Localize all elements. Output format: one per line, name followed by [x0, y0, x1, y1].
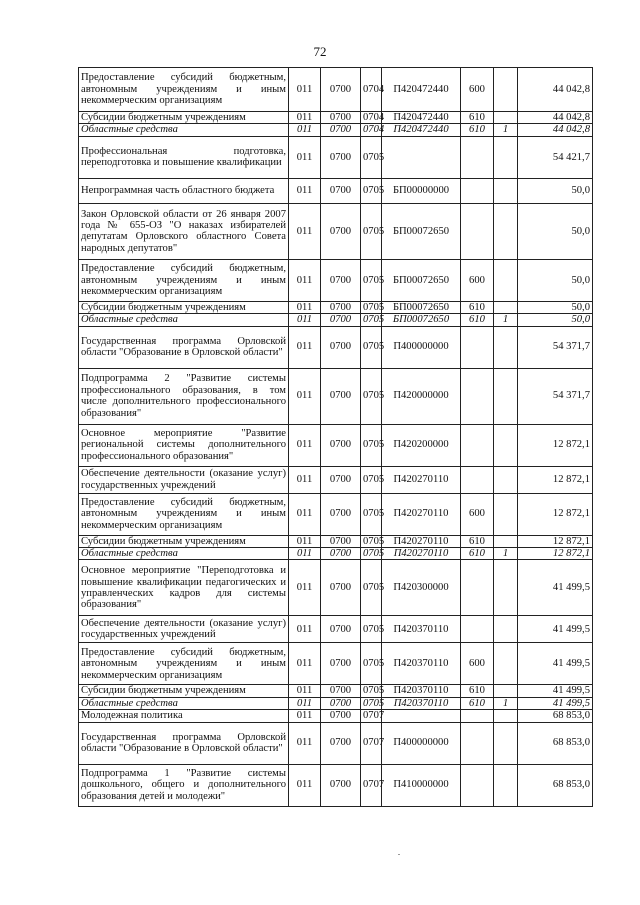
expense-type-code: 610 — [461, 301, 494, 313]
table-row — [79, 368, 593, 424]
admin-code: 011 — [289, 68, 321, 112]
expense-type-code — [461, 764, 494, 806]
table-row — [79, 124, 593, 136]
item-name: Основное мероприятие "Переподготовка и повышение квалификации педагогических и управленческих кадров для системы образования" — [79, 560, 289, 616]
section-code: 0700 — [321, 466, 361, 493]
expense-type-code: 600 — [461, 68, 494, 112]
budget-table-body — [79, 68, 593, 807]
target-article-code: П420300000 — [382, 560, 461, 616]
item-name: Областные средства — [79, 314, 289, 326]
subsection-code: 0705 — [361, 643, 382, 685]
table-row — [79, 68, 593, 112]
item-name: Обеспечение деятельности (оказание услуг) государственных учреждений — [79, 616, 289, 643]
admin-code: 011 — [289, 722, 321, 764]
subsection-code: 0705 — [361, 535, 382, 547]
admin-code: 011 — [289, 112, 321, 124]
target-article-code: П420370110 — [382, 697, 461, 709]
target-article-code: П420370110 — [382, 616, 461, 643]
item-name: Субсидии бюджетным учреждениям — [79, 112, 289, 124]
subsection-code: 0704 — [361, 124, 382, 136]
item-name: Предоставление субсидий бюджетным, автономным учреждениям и иным некоммерческим организациям — [79, 493, 289, 535]
item-name: Областные средства — [79, 548, 289, 560]
expense-type-code: 610 — [461, 548, 494, 560]
target-article-code: П420472440 — [382, 112, 461, 124]
admin-code: 011 — [289, 178, 321, 203]
target-article-code: П420370110 — [382, 643, 461, 685]
target-article-code — [382, 136, 461, 178]
admin-code: 011 — [289, 124, 321, 136]
item-name: Профессиональная подготовка, переподготовка и повышение квалификации — [79, 136, 289, 178]
subsection-code: 0707 — [361, 764, 382, 806]
subsection-code: 0705 — [361, 560, 382, 616]
item-name: Предоставление субсидий бюджетным, автономным учреждениям и иным некоммерческим организациям — [79, 643, 289, 685]
item-name: Субсидии бюджетным учреждениям — [79, 535, 289, 547]
admin-code: 011 — [289, 643, 321, 685]
admin-code: 011 — [289, 259, 321, 301]
target-article-code: П420270110 — [382, 466, 461, 493]
source-code — [494, 112, 518, 124]
item-name: Обеспечение деятельности (оказание услуг) государственных учреждений — [79, 466, 289, 493]
subsection-code: 0707 — [361, 722, 382, 764]
subsection-code: 0705 — [361, 326, 382, 368]
amount: 50,0 — [518, 203, 593, 259]
subsection-code: 0704 — [361, 112, 382, 124]
amount: 50,0 — [518, 178, 593, 203]
amount: 68 853,0 — [518, 710, 593, 722]
section-code: 0700 — [321, 314, 361, 326]
source-code — [494, 424, 518, 466]
expense-type-code — [461, 560, 494, 616]
expense-type-code — [461, 424, 494, 466]
target-article-code: БП00072650 — [382, 203, 461, 259]
table-row — [79, 493, 593, 535]
table-row — [79, 314, 593, 326]
target-article-code: П420270110 — [382, 548, 461, 560]
admin-code: 011 — [289, 493, 321, 535]
section-code: 0700 — [321, 616, 361, 643]
subsection-code: 0705 — [361, 136, 382, 178]
item-name: Государственная программа Орловской области "Образование в Орловской области" — [79, 722, 289, 764]
subsection-code: 0705 — [361, 178, 382, 203]
subsection-code: 0704 — [361, 68, 382, 112]
section-code: 0700 — [321, 424, 361, 466]
expense-type-code: 610 — [461, 314, 494, 326]
table-row — [79, 424, 593, 466]
section-code: 0700 — [321, 697, 361, 709]
target-article-code: П420370110 — [382, 685, 461, 697]
amount: 41 499,5 — [518, 616, 593, 643]
target-article-code: П410000000 — [382, 764, 461, 806]
expense-type-code — [461, 616, 494, 643]
item-name: Государственная программа Орловской области "Образование в Орловской области" — [79, 326, 289, 368]
amount: 12 872,1 — [518, 424, 593, 466]
expense-type-code: 600 — [461, 643, 494, 685]
amount: 41 499,5 — [518, 685, 593, 697]
target-article-code: П420200000 — [382, 424, 461, 466]
amount: 41 499,5 — [518, 697, 593, 709]
section-code: 0700 — [321, 535, 361, 547]
expense-type-code — [461, 466, 494, 493]
source-code — [494, 203, 518, 259]
expense-type-code: 610 — [461, 112, 494, 124]
expense-type-code: 610 — [461, 535, 494, 547]
scan-speck — [398, 854, 400, 855]
source-code — [494, 301, 518, 313]
amount: 68 853,0 — [518, 722, 593, 764]
target-article-code: П420472440 — [382, 68, 461, 112]
item-name: Областные средства — [79, 697, 289, 709]
subsection-code: 0705 — [361, 301, 382, 313]
table-row — [79, 616, 593, 643]
source-code — [494, 259, 518, 301]
table-row — [79, 301, 593, 313]
source-code — [494, 178, 518, 203]
expense-type-code: 610 — [461, 697, 494, 709]
admin-code: 011 — [289, 301, 321, 313]
admin-code: 011 — [289, 326, 321, 368]
amount: 50,0 — [518, 259, 593, 301]
admin-code: 011 — [289, 136, 321, 178]
amount: 41 499,5 — [518, 560, 593, 616]
source-code — [494, 643, 518, 685]
section-code: 0700 — [321, 548, 361, 560]
section-code: 0700 — [321, 493, 361, 535]
section-code: 0700 — [321, 764, 361, 806]
target-article-code: П400000000 — [382, 722, 461, 764]
target-article-code: П400000000 — [382, 326, 461, 368]
source-code — [494, 616, 518, 643]
admin-code: 011 — [289, 466, 321, 493]
table-row — [79, 112, 593, 124]
section-code: 0700 — [321, 124, 361, 136]
expense-type-code — [461, 136, 494, 178]
item-name: Подпрограмма 2 "Развитие системы профессионального образования, в том числе дополнительного профессионального образования" — [79, 368, 289, 424]
amount: 12 872,1 — [518, 535, 593, 547]
admin-code: 011 — [289, 203, 321, 259]
amount: 44 042,8 — [518, 112, 593, 124]
section-code: 0700 — [321, 203, 361, 259]
admin-code: 011 — [289, 685, 321, 697]
target-article-code: БП00072650 — [382, 301, 461, 313]
amount: 50,0 — [518, 301, 593, 313]
table-row — [79, 178, 593, 203]
table-row — [79, 560, 593, 616]
expense-type-code: 600 — [461, 259, 494, 301]
table-row — [79, 764, 593, 806]
item-name: Основное мероприятие "Развитие региональной системы дополнительного профессионального образования" — [79, 424, 289, 466]
table-row — [79, 326, 593, 368]
source-code — [494, 764, 518, 806]
table-row — [79, 710, 593, 722]
target-article-code: П420000000 — [382, 368, 461, 424]
table-row — [79, 548, 593, 560]
target-article-code: П420270110 — [382, 535, 461, 547]
expense-type-code — [461, 326, 494, 368]
amount: 12 872,1 — [518, 466, 593, 493]
section-code: 0700 — [321, 259, 361, 301]
table-row — [79, 722, 593, 764]
subsection-code: 0705 — [361, 203, 382, 259]
expense-type-code: 600 — [461, 493, 494, 535]
table-row — [79, 697, 593, 709]
admin-code: 011 — [289, 764, 321, 806]
budget-table — [78, 67, 593, 807]
amount: 41 499,5 — [518, 643, 593, 685]
item-name: Непрограммная часть областного бюджета — [79, 178, 289, 203]
target-article-code: БП00072650 — [382, 259, 461, 301]
section-code: 0700 — [321, 301, 361, 313]
admin-code: 011 — [289, 424, 321, 466]
source-code — [494, 560, 518, 616]
section-code: 0700 — [321, 326, 361, 368]
source-code — [494, 326, 518, 368]
amount: 44 042,8 — [518, 68, 593, 112]
section-code: 0700 — [321, 368, 361, 424]
table-row — [79, 203, 593, 259]
source-code — [494, 685, 518, 697]
source-code — [494, 136, 518, 178]
target-article-code: БП00072650 — [382, 314, 461, 326]
admin-code: 011 — [289, 710, 321, 722]
expense-type-code: 610 — [461, 685, 494, 697]
amount: 68 853,0 — [518, 764, 593, 806]
section-code: 0700 — [321, 112, 361, 124]
table-row — [79, 136, 593, 178]
amount: 54 371,7 — [518, 368, 593, 424]
subsection-code: 0705 — [361, 466, 382, 493]
page-number: 72 — [313, 44, 327, 59]
expense-type-code: 610 — [461, 124, 494, 136]
section-code: 0700 — [321, 68, 361, 112]
item-name: Субсидии бюджетным учреждениям — [79, 301, 289, 313]
source-code: 1 — [494, 124, 518, 136]
subsection-code: 0705 — [361, 368, 382, 424]
source-code — [494, 368, 518, 424]
source-code — [494, 710, 518, 722]
item-name: Молодежная политика — [79, 710, 289, 722]
expense-type-code — [461, 178, 494, 203]
item-name: Подпрограмма 1 "Развитие системы дошкольного, общего и дополнительного образования детей и молодежи" — [79, 764, 289, 806]
section-code: 0700 — [321, 178, 361, 203]
item-name: Областные средства — [79, 124, 289, 136]
subsection-code: 0705 — [361, 616, 382, 643]
source-code — [494, 535, 518, 547]
admin-code: 011 — [289, 368, 321, 424]
source-code — [494, 68, 518, 112]
target-article-code: П420472440 — [382, 124, 461, 136]
section-code: 0700 — [321, 685, 361, 697]
source-code: 1 — [494, 314, 518, 326]
table-row — [79, 259, 593, 301]
subsection-code: 0705 — [361, 314, 382, 326]
table-row — [79, 466, 593, 493]
table-row — [79, 535, 593, 547]
expense-type-code — [461, 722, 494, 764]
admin-code: 011 — [289, 697, 321, 709]
expense-type-code — [461, 203, 494, 259]
amount: 54 421,7 — [518, 136, 593, 178]
subsection-code: 0705 — [361, 259, 382, 301]
item-name: Субсидии бюджетным учреждениям — [79, 685, 289, 697]
item-name: Предоставление субсидий бюджетным, автономным учреждениям и иным некоммерческим организациям — [79, 259, 289, 301]
source-code — [494, 466, 518, 493]
section-code: 0700 — [321, 722, 361, 764]
amount: 44 042,8 — [518, 124, 593, 136]
subsection-code: 0705 — [361, 685, 382, 697]
admin-code: 011 — [289, 616, 321, 643]
source-code — [494, 493, 518, 535]
expense-type-code — [461, 368, 494, 424]
source-code — [494, 722, 518, 764]
section-code: 0700 — [321, 643, 361, 685]
admin-code: 011 — [289, 535, 321, 547]
table-row — [79, 685, 593, 697]
target-article-code: П420270110 — [382, 493, 461, 535]
section-code: 0700 — [321, 710, 361, 722]
subsection-code: 0707 — [361, 710, 382, 722]
table-row — [79, 643, 593, 685]
section-code: 0700 — [321, 560, 361, 616]
amount: 12 872,1 — [518, 493, 593, 535]
admin-code: 011 — [289, 314, 321, 326]
expense-type-code — [461, 710, 494, 722]
admin-code: 011 — [289, 548, 321, 560]
target-article-code — [382, 710, 461, 722]
subsection-code: 0705 — [361, 493, 382, 535]
subsection-code: 0705 — [361, 697, 382, 709]
target-article-code: БП00000000 — [382, 178, 461, 203]
admin-code: 011 — [289, 560, 321, 616]
source-code: 1 — [494, 697, 518, 709]
amount: 50,0 — [518, 314, 593, 326]
source-code: 1 — [494, 548, 518, 560]
subsection-code: 0705 — [361, 424, 382, 466]
section-code: 0700 — [321, 136, 361, 178]
item-name: Предоставление субсидий бюджетным, автономным учреждениям и иным некоммерческим организациям — [79, 68, 289, 112]
subsection-code: 0705 — [361, 548, 382, 560]
item-name: Закон Орловской области от 26 января 2007 года № 655-ОЗ "О наказах избирателей депутатам Орловского областного Совета народных депутатов" — [79, 203, 289, 259]
amount: 12 872,1 — [518, 548, 593, 560]
amount: 54 371,7 — [518, 326, 593, 368]
